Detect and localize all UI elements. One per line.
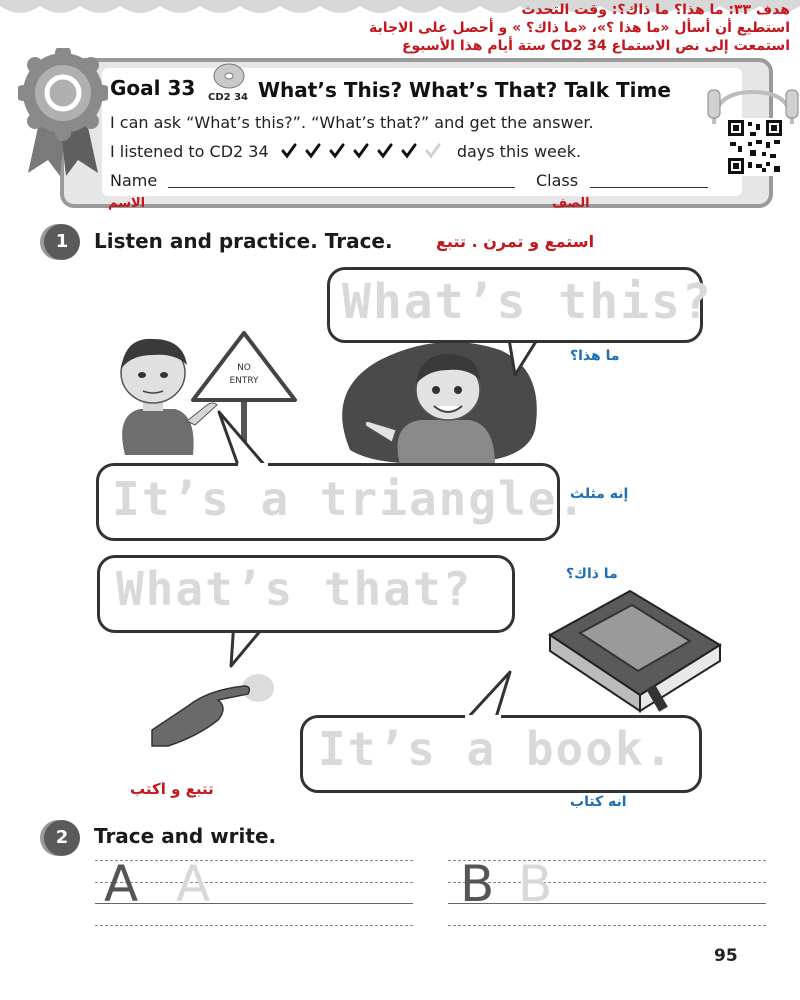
class-label: Class [536,171,579,190]
listening-checkboxes [280,142,448,161]
writing-line [95,882,413,883]
trace-text-whats-that: What’s that? [116,562,473,616]
section-1-number: 1 [44,224,80,260]
class-input-line[interactable] [590,187,708,188]
goal-title: What’s This? What’s That? Talk Time [258,78,671,102]
checkmark-icon[interactable] [304,142,322,160]
listened-prefix: I listened to CD2 34 [110,142,269,161]
header-ar-line3: استمعت إلى نص الاستماع CD2 34 ستة أيام هذا الأسبوع [401,38,790,54]
checkmark-icon[interactable] [400,142,418,160]
name-input-line[interactable] [168,187,515,188]
writing-line [448,882,766,883]
page-number: 95 [714,946,738,966]
checkmark-icon[interactable] [376,142,394,160]
name-ar: الاسم [108,196,146,211]
bubble-3-ar: ما ذاك؟ [566,566,618,582]
trace-text-its-a-triangle: It’s a triangle. [112,472,588,526]
writing-line [448,925,766,926]
bubble-2-tail [215,410,275,470]
bubble-2-ar: إنه مثلث [570,486,629,502]
cd-label: CD2 34 [208,92,248,103]
section-1-title-ar: استمع و تمرن . تتبع [436,232,595,251]
writing-baseline [448,903,766,904]
goal-can-ask: I can ask “What’s this?”. “What’s that?” and get the answer. [110,113,594,132]
header-ar-line2: استطيع أن أسأل «ما هذا ؟»، «ما ذاك؟ » و أحصل على الاجابة [368,20,790,36]
sign-text-no: NO [237,363,251,373]
trace-text-whats-this: What’s this? [342,274,713,330]
boy-with-sign-illustration [95,325,315,465]
book-illustration [540,585,730,715]
trace-letter-a[interactable]: A [176,855,211,913]
trace-letter-b[interactable]: B [518,855,553,913]
model-letter-a: A [104,855,139,913]
rosette-badge-icon [18,48,108,178]
sign-text-entry: ENTRY [229,376,259,386]
writing-baseline [95,903,413,904]
qr-code-icon[interactable] [726,118,784,176]
bubble-1-ar: ما هذا؟ [570,348,620,364]
checkmark-icon[interactable] [328,142,346,160]
checkmark-icon[interactable] [280,142,298,160]
pointing-hand-illustration [148,660,278,750]
cd-icon [212,62,246,90]
writing-line [95,925,413,926]
name-label: Name [110,171,158,190]
section-2-title: Trace and write. [94,824,277,848]
trace-write-ar: تتبع و اكتب [130,780,214,798]
goal-listened-row [110,142,581,161]
class-ar: الصف [552,196,590,211]
empty-checkmark-icon[interactable] [424,142,442,160]
bubble-4-ar: انه كتاب [570,794,627,810]
section-1-title: Listen and practice. Trace. [94,229,393,253]
header-ar-line1: هدف ٣٣: ما هذا؟ ما ذاك؟: وقت التحدث [521,2,790,18]
trace-text-its-a-book: It’s a book. [318,722,675,776]
writing-line [448,860,766,861]
checkmark-icon[interactable] [352,142,370,160]
goal-number: Goal 33 [110,76,196,100]
section-2-number: 2 [44,820,80,856]
writing-line [95,860,413,861]
model-letter-b: B [460,855,495,913]
listened-suffix: days this week. [456,142,582,161]
